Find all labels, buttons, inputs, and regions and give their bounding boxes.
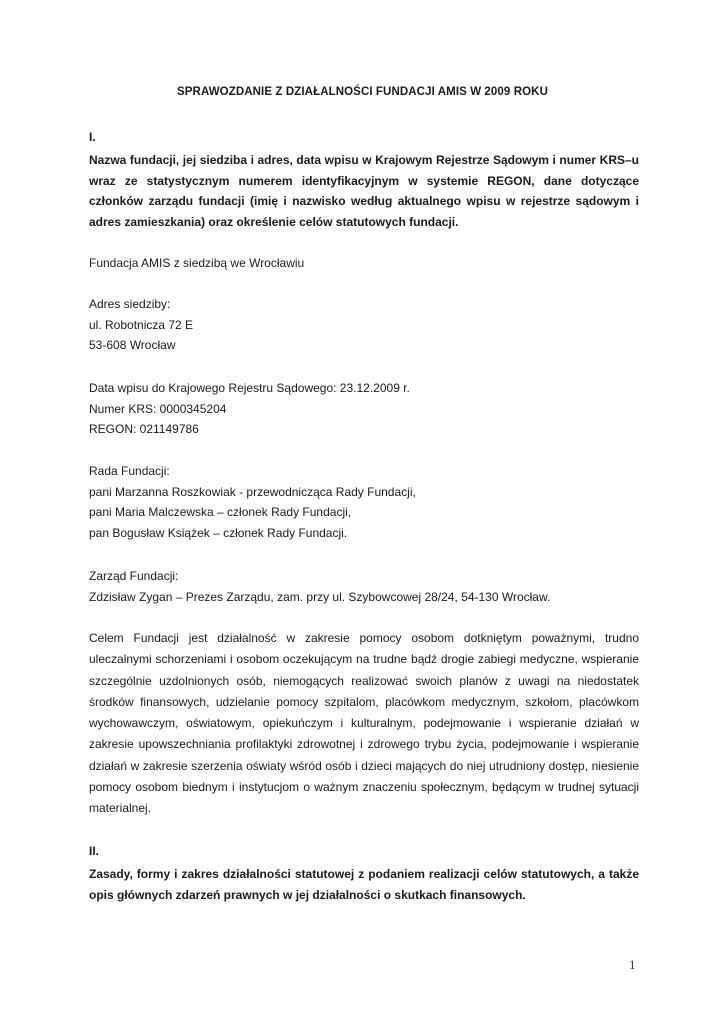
section-2-numeral: II. (89, 844, 100, 858)
council-label: Rada Fundacji: (89, 464, 170, 478)
board-member: Zdzisław Zygan – Prezes Zarządu, zam. przy ul. Szybowcowej 28/24, 54-130 Wrocław. (89, 589, 551, 604)
council-member: pani Maria Malczewska – członek Rady Fundacji, (89, 505, 352, 519)
address-label: Adres siedziby: (89, 297, 171, 311)
council-member: pan Bogusław Książek – członek Rady Fundacji. (89, 525, 348, 540)
address-street: ul. Robotnicza 72 E (89, 317, 194, 332)
regon-number: REGON: 021149786 (89, 422, 199, 436)
page-number: 1 (629, 957, 636, 972)
section-1-numeral: I. (89, 130, 96, 144)
section-1-heading: Nazwa fundacji, jej siedziba i adres, data wpisu w Krajowym Rejestrze Sądowym i numer KRS–u wraz ze statystycznym numerem identyfikacyjnym w systemie REGON, dane dotyczące członków zarządu fundacji (imię i nazwisko według aktualnego wpisu w rejestrze sądowym i adres zamieszkania) oraz określenie celów statutowych fundacji. (89, 153, 639, 229)
goals-paragraph: Celem Fundacji jest działalność w zakresie pomocy osobom dotkniętym poważnymi, trudno uleczalnymi schorzeniami i osobom oczekującym na trudne bądź drogie zabiegi medyczne, wspieranie szczególnie uzdolnionych osób, niemogących realizować swoich planów z uwagi na niedostatek środków finansowych, udzielanie pomocy szpitalom, placówkom medycznym, szkołom, placówkom wychowawczym, oświatowym, opiekuńczym i kulturalnym, podejmowanie i wspieranie działań w zakresie upowszechniania profilaktyki zdrowotnej i zdrowego trybu życia, podejmowanie i wspieranie działań w zakresie szerzenia oświaty wśród osób i dzieci mających do niej utrudniony dostęp, niesienie pomocy osobom biednym i instytucjom o ważnym znaczeniu społecznym, będącym w trudnej sytuacji materialnej. (89, 631, 639, 816)
board-block (89, 566, 639, 607)
council-block (89, 461, 639, 543)
address-city: 53-608 Wrocław (89, 338, 176, 352)
address-block (89, 294, 639, 356)
registry-block (89, 378, 639, 440)
section-2-heading: Zasady, formy i zakres działalności statutowej z podaniem realizacji celów statutowych, a także opis głównych zdarzeń prawnych w jej działalności o skutkach finansowych. (89, 867, 639, 902)
foundation-line: Fundacja AMIS z siedzibą we Wrocławiu (89, 256, 305, 270)
board-label: Zarząd Fundacji: (89, 569, 179, 583)
council-member: pani Marzanna Roszkowiak - przewodnicząca Rady Fundacji, (89, 484, 416, 499)
registry-date: Data wpisu do Krajowego Rejestru Sądowego: 23.12.2009 r. (89, 381, 410, 395)
document-title: SPRAWOZDANIE Z DZIAŁALNOŚCI FUNDACJI AMIS W 2009 ROKU (177, 86, 548, 98)
krs-number: Numer KRS: 0000345204 (89, 401, 227, 416)
